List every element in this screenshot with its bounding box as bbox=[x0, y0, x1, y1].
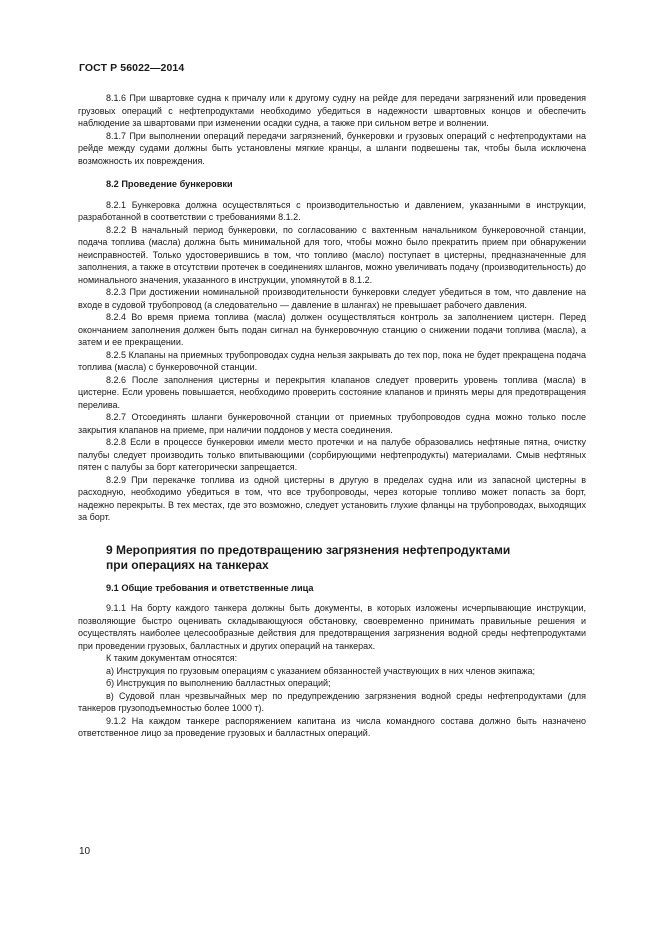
list-item-v: в) Судовой план чрезвычайных мер по предупреждению загрязнения водной среды нефтепродуктами (для танкеров грузоподъемностью более 1000 т). bbox=[78, 690, 586, 713]
paragraph-documents-intro: К таким документам относятся: bbox=[106, 653, 238, 663]
paragraph-9-1-2: 9.1.2 На каждом танкере распоряжением капитана из числа командного состава должно быть назначено ответственное лицо за проведение грузовых и балластных операций. bbox=[78, 715, 586, 738]
paragraph-8-2-8: 8.2.8 Если в процессе бункеровки имели место протечки и на палубе образовались нефтяные пятна, очистку палубы следует производить только впитывающими (сорбирующими нефтепродукты) материалами. Смыв нефтяных пятен с палубы за борт категорически запрещается. bbox=[78, 437, 586, 472]
paragraph-8-2-2: 8.2.2 В начальный период бункеровки, по согласованию с вахтенным начальником бункеровочной станции, подача топлива (масла) должна быть минимальной для того, чтобы можно было прекратить прием при обнаружении неисправностей. Только удостоверившись в том, что топливо (масло) поступает в цистерны, предназначенные для заполнения, а также в отсутствии протечек в соединениях шлангов, можно увеличивать подачу (производительность) до номинального значения, указанного в инструкции, упомянутой в 8.1.2. bbox=[78, 224, 586, 285]
subsection-heading-9-1: 9.1 Общие требования и ответственные лица bbox=[106, 582, 314, 593]
paragraph-8-2-1: 8.2.1 Бункеровка должна осуществляться с производительностью и давлением, указанными в инструкции, разработанной в соответствии с требованиями 8.1.2. bbox=[78, 199, 586, 222]
paragraph-8-2-3: 8.2.3 При достижении номинальной производительности бункеровки следует убедиться в том, что давление на входе в судовой трубопровод (а следовательно — давление в шлангах) не превышает рабочего давления. bbox=[78, 287, 586, 310]
page-number: 10 bbox=[79, 846, 91, 857]
paragraph-8-2-4: 8.2.4 Во время приема топлива (масла) должен осуществляться контроль за заполнением цистерн. Перед окончанием заполнения должен быть подан сигнал на бункеровочную станцию о снижении подачи топлива (масла), а затем и ее прекращении. bbox=[78, 312, 586, 347]
paragraph-8-2-5: 8.2.5 Клапаны на приемных трубопроводах судна нельзя закрывать до тех пор, пока не будет прекращена подача топлива (масла) с бункеровочной станции. bbox=[78, 349, 586, 372]
paragraph-9-1-1: 9.1.1 На борту каждого танкера должны быть документы, в которых изложены исчерпывающие инструкции, позволяющие быстро оценивать складывающуюся обстановку, своевременно принимать правильные решения и осуществлять наиболее целесообразные действия для предотвращения загрязнения водной среды нефтепродуктами при проведении грузовых, балластных и других операций на танкерах. bbox=[78, 603, 586, 651]
paragraph-8-2-6: 8.2.6 После заполнения цистерны и перекрытия клапанов следует проверить уровень топлива (масла) в цистерне. Если уровень повышается, необходимо проверить состояние клапанов и принять меры для предотвращения перелива. bbox=[78, 374, 586, 410]
paragraph-8-2-7: 8.2.7 Отсоединять шланги бункеровочной станции от приемных трубопроводов судна можно только после закрытия клапанов на приеме, при наличии поддонов у места соединения. bbox=[78, 412, 586, 435]
section-heading-9-line1: 9 Мероприятия по предотвращению загрязнения нефтепродуктами bbox=[106, 542, 511, 557]
document-header: ГОСТ Р 56022—2014 bbox=[79, 62, 185, 74]
document-body bbox=[78, 92, 586, 740]
list-item-b: б) Инструкция по выполнению балластных операций; bbox=[106, 678, 331, 688]
paragraph-8-2-9: 8.2.9 При перекачке топлива из одной цистерны в другую в пределах судна или из запасной цистерны в расходную, необходимо убедиться в том, что все трубопроводы, через которые топливо может попасть за борт, надежно перекрыты. В тех местах, где это возможно, следует установить глухие фланцы на трубопроводах, выходящих за борт. bbox=[78, 474, 586, 522]
paragraph-8-1-6: 8.1.6 При швартовке судна к причалу или к другому судну на рейде для передачи загрязнений или проведения грузовых операций с нефтепродуктами необходимо убедиться в надежности швартовных концов и обеспечить наблюдение за швартовами при изменении осадки судна, а также при сильном ветре и волнении. bbox=[78, 93, 586, 128]
list-item-a: а) Инструкция по грузовым операциям с указанием обязанностей участвующих в них членов экипажа; bbox=[106, 665, 535, 676]
section-heading-9 bbox=[78, 543, 586, 573]
subsection-heading-8-2: 8.2 Проведение бункеровки bbox=[106, 179, 233, 189]
paragraph-8-1-7: 8.1.7 При выполнении операций передачи загрязнений, бункеровки и грузовых операций с нефтепродуктами на рейде между судами должны быть установлены мягкие кранцы, а шланги подвешены так, чтобы была исключена возможность их повреждения. bbox=[78, 130, 586, 166]
section-heading-9-line2: при операциях на танкерах bbox=[106, 557, 269, 572]
